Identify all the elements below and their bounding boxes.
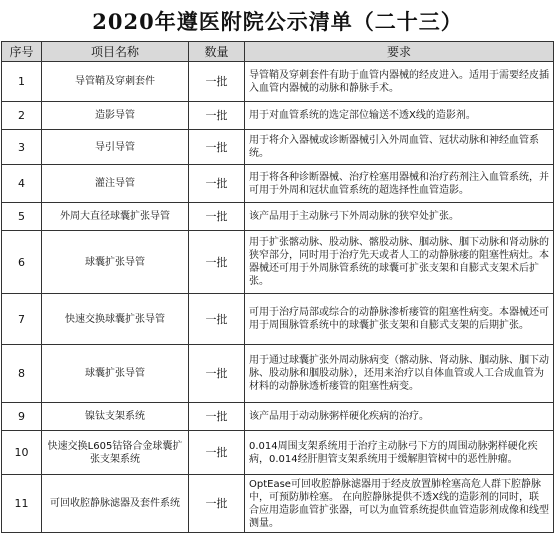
row-req: 导管鞘及穿刺套件有助于血管内器械的经皮进入。适用于需要经皮插入血管内器械的动脉和静脉手术。 [245,62,554,102]
row-no: 8 [2,345,42,403]
table-row [2,431,554,475]
row-qty: 一批 [189,431,245,475]
row-qty: 一批 [189,165,245,203]
table-row [2,403,554,431]
row-no: 9 [2,403,42,431]
row-qty: 一批 [189,345,245,403]
row-name: 镍钛支架系统 [42,403,189,431]
row-qty: 一批 [189,475,245,533]
header-qty: 数量 [189,42,245,62]
row-no: 2 [2,102,42,130]
notice-table [1,41,554,533]
row-qty: 一批 [189,130,245,165]
table-row [2,62,554,102]
row-name: 可回收腔静脉滤器及套件系统 [42,475,189,533]
row-qty: 一批 [189,62,245,102]
row-name: 外周大直径球囊扩张导管 [42,203,189,231]
row-no: 5 [2,203,42,231]
table-header-row [2,42,554,62]
row-no: 11 [2,475,42,533]
table-row [2,231,554,294]
table-row [2,203,554,231]
row-req: 该产品用于动动脉粥样硬化疾病的治疗。 [245,403,554,431]
row-req: OptEase可回收腔静脉滤器用于经皮放置肺栓塞高危人群下腔静脉中，可预防肺栓塞。 在向腔静脉提供不透X线的造影剂的同时，联合应用造影血管扩张器，可以为血管系统提供血管造影剂成像和线型测量。 [245,475,554,533]
row-req: 用于扩张髂动脉、股动脉、髂股动脉、腘动脉、腘下动脉和肾动脉的狭窄部分，同时用于治疗先天或者人工的动静脉瘘的阻塞性病灶。本器械还可用于外周脉管系统的球囊可扩张支架和自膨式支架术后扩张。 [245,231,554,294]
row-req: 用于通过球囊扩张外周动脉病变（髂动脉、肾动脉、腘动脉、腘下动脉、股动脉和腘股动脉），还用来治疗以自体血管或人工合成血管为材料的动静脉透析瘘管的阻塞性病变。 [245,345,554,403]
header-no: 序号 [2,42,42,62]
row-qty: 一批 [189,403,245,431]
header-name: 项目名称 [42,42,189,62]
header-req: 要求 [245,42,554,62]
row-qty: 一批 [189,203,245,231]
row-no: 4 [2,165,42,203]
row-name: 快速交换球囊扩张导管 [42,294,189,345]
row-req: 用于将介入器械或诊断器械引入外周血管、冠状动脉和神经血管系统。 [245,130,554,165]
row-name: 造影导管 [42,102,189,130]
row-name: 球囊扩张导管 [42,231,189,294]
row-no: 6 [2,231,42,294]
table-row [2,475,554,533]
row-req: 用于将各种诊断器械、治疗栓塞用器械和治疗药剂注入血管系统，并可用于外周和冠状血管系统的超选择性血管造影。 [245,165,554,203]
row-no: 3 [2,130,42,165]
row-name: 快速交换L605钴铬合金球囊扩张支架系统 [42,431,189,475]
row-no: 1 [2,62,42,102]
table-row [2,102,554,130]
row-req: 可用于治疗局部或综合的动静脉渗析瘘管的阻塞性病变。本器械还可用于周围脉管系统中的球囊扩张支架和自膨式支架的后期扩张。 [245,294,554,345]
page-title: 2020年遵医附院公示清单（二十三） [92,9,463,34]
row-qty: 一批 [189,294,245,345]
row-name: 灌注导管 [42,165,189,203]
row-name: 球囊扩张导管 [42,345,189,403]
row-qty: 一批 [189,231,245,294]
row-no: 10 [2,431,42,475]
table-row [2,345,554,403]
table-row [2,130,554,165]
row-no: 7 [2,294,42,345]
row-name: 导管鞘及穿刺套件 [42,62,189,102]
row-qty: 一批 [189,102,245,130]
table-row [2,165,554,203]
row-req: 该产品用于主动脉弓下外周动脉的狭窄处扩张。 [245,203,554,231]
row-req: 用于对血管系统的选定部位输送不透X线的造影剂。 [245,102,554,130]
table-row [2,294,554,345]
row-name: 导引导管 [42,130,189,165]
row-req: 0.014周围支架系统用于治疗主动脉弓下方的周围动脉粥样硬化疾病，0.014经肝胆管支架系统用于缓解胆管树中的恶性肿瘤。 [245,431,554,475]
